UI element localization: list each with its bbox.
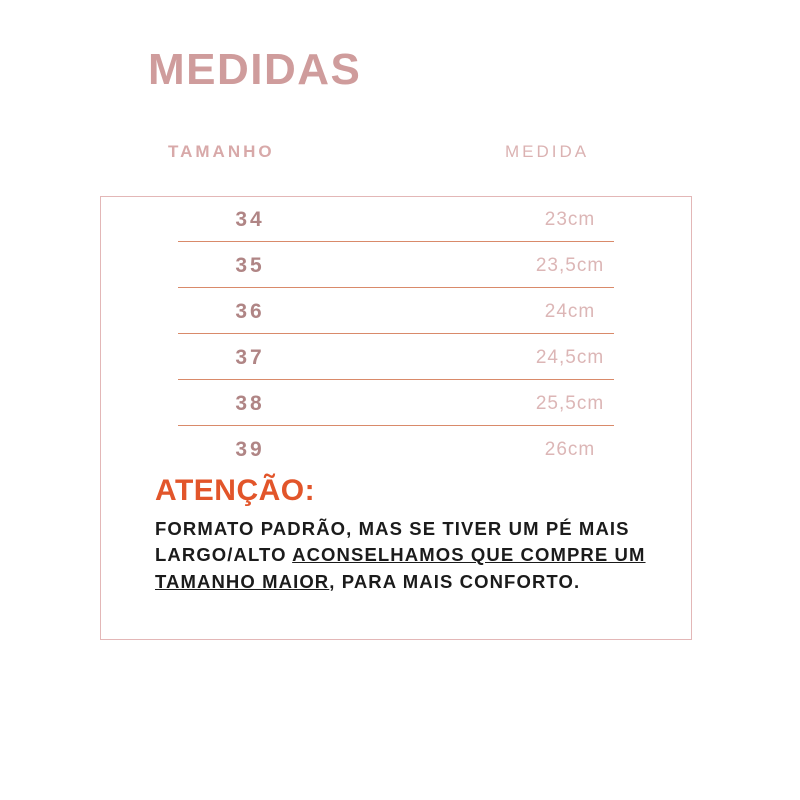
- notice-text-part2: , PARA MAIS CONFORTO.: [329, 570, 581, 592]
- cell-measure: 23,5cm: [535, 255, 605, 276]
- page-title: MEDIDAS: [148, 45, 362, 94]
- notice-title: ATENÇÃO:: [155, 474, 316, 507]
- table-row: [100, 196, 692, 242]
- cell-measure: 23cm: [544, 209, 596, 230]
- notice-body: [155, 516, 675, 595]
- table-row: [100, 288, 692, 334]
- cell-size: 37: [235, 346, 265, 369]
- cell-size: 39: [235, 438, 265, 461]
- cell-size: 34: [235, 208, 265, 231]
- cell-size: 36: [235, 300, 265, 323]
- cell-measure: 24,5cm: [535, 347, 605, 368]
- table-row: [100, 426, 692, 472]
- cell-size: 35: [235, 254, 265, 277]
- column-headers: [100, 142, 700, 172]
- table-row: [100, 334, 692, 380]
- cell-measure: 24cm: [544, 301, 596, 322]
- notice-text-underlined: ACONSELHAMOS QUE COMPRE UM TAMANHO MAIOR: [155, 544, 646, 592]
- notice-text-part1: FORMATO PADRÃO, MAS SE TIVER UM PÉ MAIS LARGO/ALTO: [155, 518, 630, 566]
- table-row: [100, 380, 692, 426]
- size-table: [100, 196, 692, 472]
- cell-size: 38: [235, 392, 265, 415]
- attention-notice: [155, 474, 675, 595]
- table-row: [100, 242, 692, 288]
- cell-measure: 26cm: [544, 439, 596, 460]
- column-header-size: TAMANHO: [168, 142, 275, 161]
- column-header-measure: MEDIDA: [505, 142, 590, 161]
- cell-measure: 25,5cm: [535, 393, 605, 414]
